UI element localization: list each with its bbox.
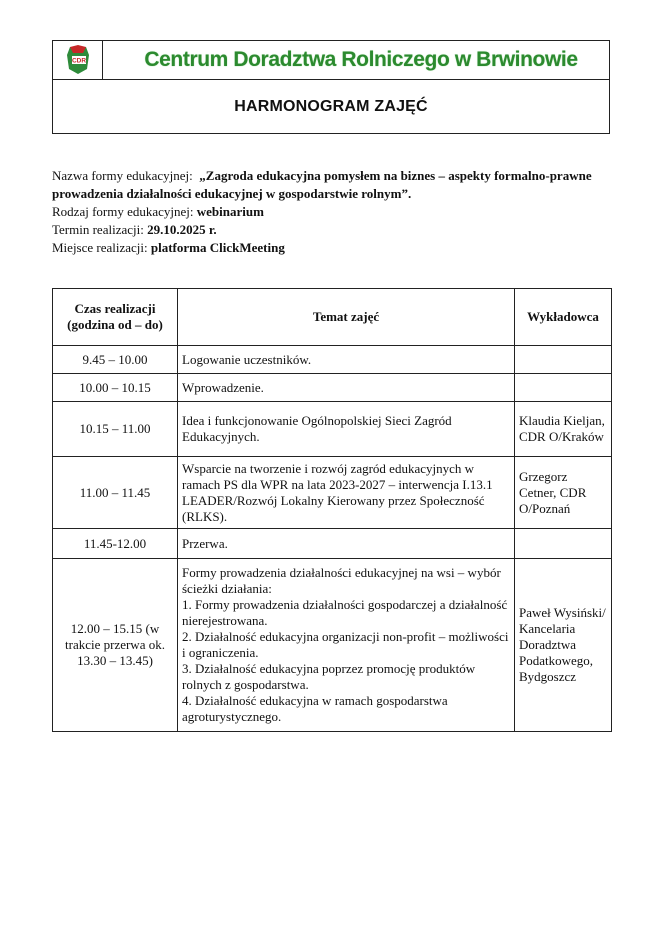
topic-line: 4. Działalność edukacyjna w ramach gospodarstwa agroturystycznego. — [182, 693, 448, 724]
document-title: HARMONOGRAM ZAJĘĆ — [234, 98, 428, 115]
cell-time: 12.00 – 15.15 (w trakcie przerwa ok. 13.30 – 13.45) — [53, 559, 178, 732]
place-label: Miejsce realizacji: — [52, 240, 148, 255]
cell-topic — [178, 457, 515, 529]
table-row — [53, 457, 612, 529]
cell-time: 11.45-12.00 — [53, 529, 178, 559]
logo-text: CDR — [71, 57, 87, 65]
cell-topic — [178, 374, 515, 402]
table-row — [53, 374, 612, 402]
cell-topic — [178, 559, 515, 732]
table-row — [53, 559, 612, 732]
cell-time: 11.00 – 11.45 — [53, 457, 178, 529]
date-value: 29.10.2025 r. — [147, 222, 217, 237]
topic-line: 2. Działalność edukacyjna organizacji non-profit – możliwości i ograniczenia. — [182, 629, 509, 660]
cell-lecturer: Klaudia Kieljan, CDR O/Kraków — [515, 402, 612, 457]
topic-line: Wsparcie na tworzenie i rozwój zagród edukacyjnych w ramach PS dla WPR na lata 2023-2027 – interwencja I.13.1 LEADER/Rozwój Lokalny Kierowany przez Społeczność (RLKS). — [182, 460, 493, 524]
cell-lecturer: Grzegorz Cetner, CDR O/Poznań — [515, 457, 612, 529]
table-row — [53, 402, 612, 457]
form-name-line — [52, 167, 612, 203]
header-lecturer: Wykładowca — [515, 289, 612, 346]
topic-line: Formy prowadzenia działalności edukacyjnej na wsi – wybór ścieżki działania: — [182, 565, 501, 596]
header-time: Czas realizacji (godzina od – do) — [53, 289, 178, 346]
place-value: platforma ClickMeeting — [150, 240, 285, 255]
type-line — [52, 203, 612, 221]
topic-line: Idea i funkcjonowanie Ogólnopolskiej Sieci Zagród Edukacyjnych. — [182, 413, 452, 444]
form-name-label: Nazwa formy edukacyjnej: — [52, 168, 193, 183]
topic-line: Logowanie uczestników. — [182, 351, 312, 367]
cell-time: 9.45 – 10.00 — [53, 346, 178, 374]
schedule-table — [52, 288, 612, 732]
topic-line: 3. Działalność edukacyjna poprzez promocję produktów rolnych z gospodarstwa. — [182, 661, 476, 692]
cdr-logo — [53, 41, 103, 79]
topic-line: 1. Formy prowadzenia działalności gospodarczej a działalność nierejestrowana. — [182, 597, 508, 628]
cell-lecturer — [515, 529, 612, 559]
header-box — [52, 40, 610, 134]
form-name-value: „Zagroda edukacyjna pomysłem na biznes – aspekty formalno-prawne prowadzenia działalności edukacyjnej w gospodarstwie rolnym”. — [52, 168, 592, 201]
table-row — [53, 346, 612, 374]
cell-time: 10.15 – 11.00 — [53, 402, 178, 457]
type-label: Rodzaj formy edukacyjnej: — [52, 204, 194, 219]
cell-topic — [178, 529, 515, 559]
cell-time: 10.00 – 10.15 — [53, 374, 178, 402]
place-line — [52, 239, 612, 257]
logo-cell — [53, 41, 103, 79]
type-value: webinarium — [196, 204, 264, 219]
cell-lecturer — [515, 346, 612, 374]
event-info — [52, 167, 612, 257]
header-top-row — [53, 41, 609, 80]
topic-line: Wprowadzenie. — [182, 379, 264, 395]
date-label: Termin realizacji: — [52, 222, 144, 237]
header-topic: Temat zajęć — [178, 289, 515, 346]
cell-lecturer: Paweł Wysiński/ Kancelaria Doradztwa Podatkowego, Bydgoszcz — [515, 559, 612, 732]
table-header-row — [53, 289, 612, 346]
cell-topic — [178, 402, 515, 457]
org-name: Centrum Doradztwa Rolniczego w Brwinowie — [144, 48, 578, 71]
date-line — [52, 221, 612, 239]
cell-topic — [178, 346, 515, 374]
topic-line: Przerwa. — [182, 535, 228, 551]
table-row — [53, 529, 612, 559]
cell-lecturer — [515, 374, 612, 402]
